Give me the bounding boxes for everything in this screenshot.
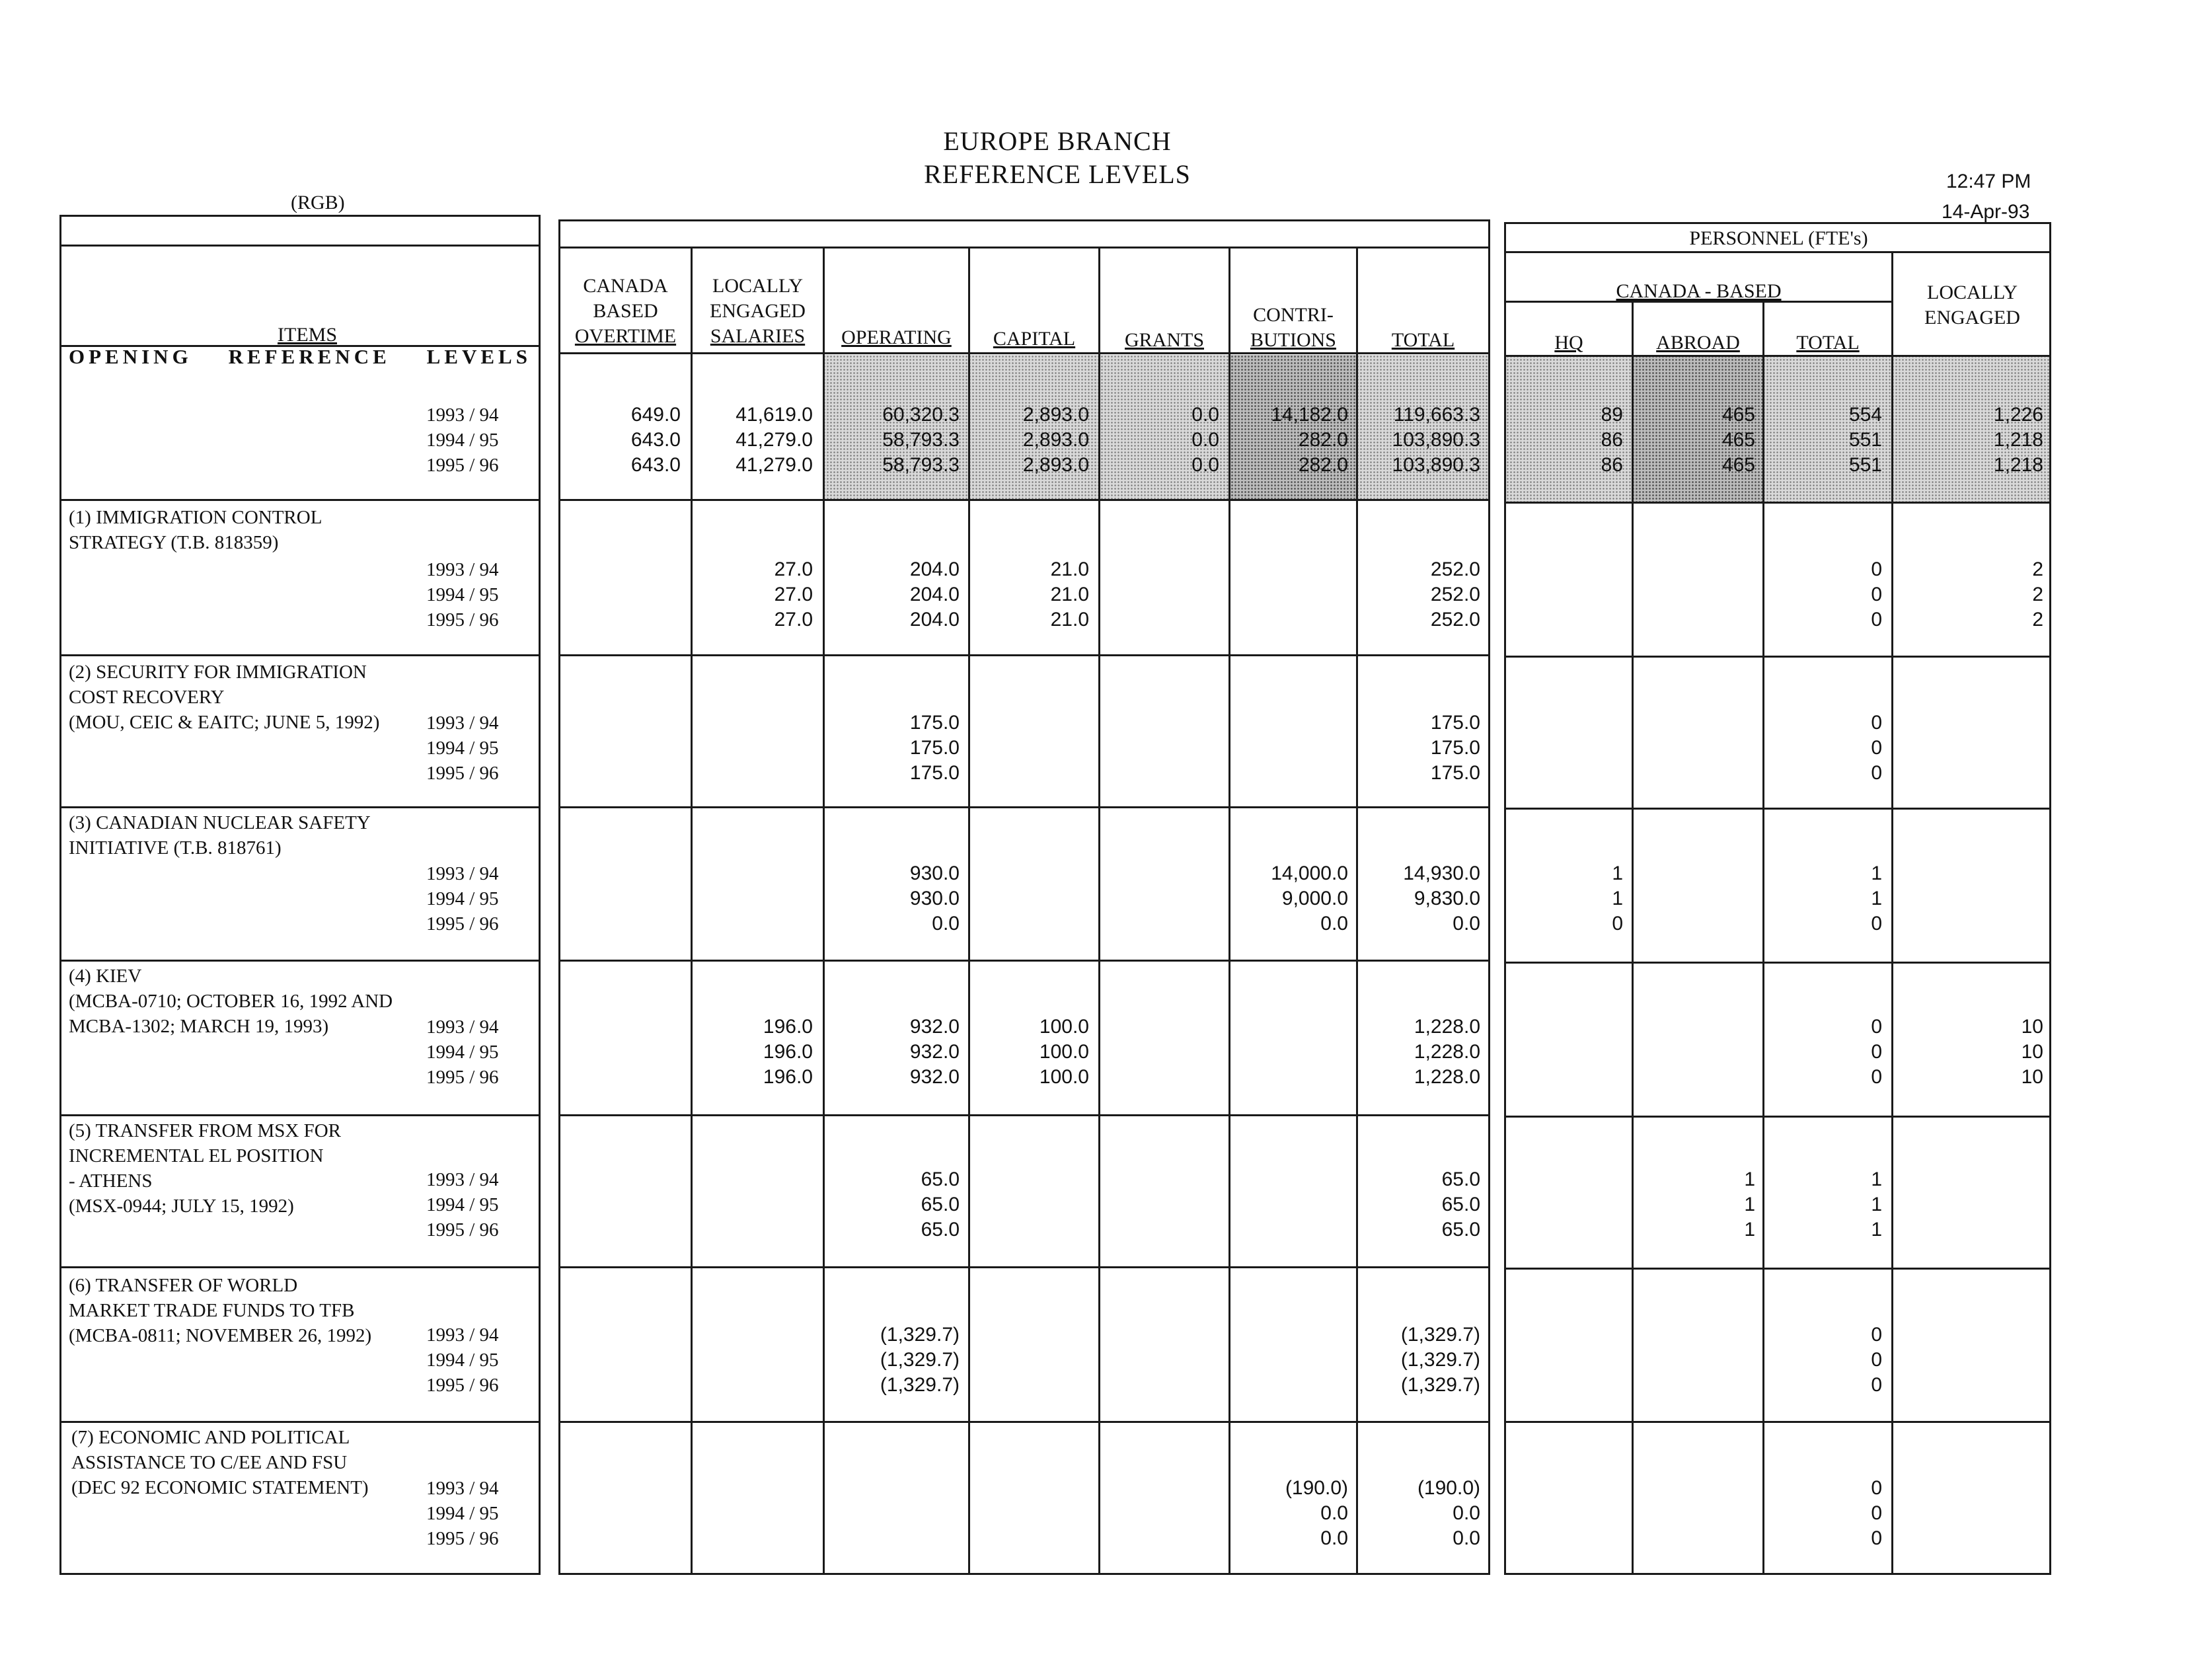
cell-total: (1,329.7) <box>1400 1374 1480 1396</box>
shade-locally-engaged <box>1891 355 2049 502</box>
year-label: 1993 / 94 <box>426 1169 499 1190</box>
cell-le-salaries: 41,279.0 <box>736 429 813 451</box>
cell-contributions: 282.0 <box>1298 429 1348 451</box>
section-label-line: (7) ECONOMIC AND POLITICAL <box>71 1427 350 1448</box>
cell-personnel-total: 1 <box>1871 888 1882 909</box>
cell-total: 1,228.0 <box>1414 1016 1480 1038</box>
cell-total: 1,228.0 <box>1414 1066 1480 1088</box>
cell-locally-engaged: 10 <box>2021 1066 2043 1088</box>
cell-personnel-total: 0 <box>1871 1374 1882 1396</box>
title-line-1: EUROPE BRANCH <box>943 126 1172 156</box>
section-label-line: (3) CANADIAN NUCLEAR SAFETY <box>69 812 371 833</box>
cell-operating: 65.0 <box>921 1168 960 1190</box>
section-label-line: (5) TRANSFER FROM MSX FOR <box>69 1120 342 1141</box>
header-personnel-total: TOTAL <box>1796 332 1860 354</box>
cell-personnel-total: 0 <box>1871 1016 1882 1038</box>
cell-le-salaries: 27.0 <box>774 584 813 605</box>
cell-personnel-total: 554 <box>1848 404 1882 426</box>
section-label-line: (6) TRANSFER OF WORLD <box>69 1275 298 1296</box>
cell-operating: 65.0 <box>921 1219 960 1241</box>
cell-hq: 86 <box>1601 429 1623 451</box>
cell-contributions: 0.0 <box>1320 913 1348 935</box>
section-label-line: ASSISTANCE TO C/EE AND FSU <box>71 1452 348 1473</box>
section-label-line: (4) KIEV <box>69 966 142 987</box>
cell-capital: 2,893.0 <box>1022 454 1089 476</box>
year-label: 1995 / 96 <box>426 1067 499 1088</box>
shade-operating <box>823 355 1232 499</box>
shade-ptotal <box>1762 355 1891 502</box>
header-locally-engaged-salaries: LOCALLY ENGAGED SALARIES <box>710 275 806 347</box>
cell-abroad: 465 <box>1721 404 1755 426</box>
cell-overtime: 643.0 <box>630 429 681 451</box>
cell-locally-engaged: 2 <box>2032 584 2043 605</box>
year-label: 1995 / 96 <box>426 1528 499 1549</box>
cell-contributions: 14,182.0 <box>1271 404 1348 426</box>
cell-total: 119,663.3 <box>1393 404 1480 426</box>
cell-personnel-total: 0 <box>1871 1066 1882 1088</box>
cell-total: (1,329.7) <box>1400 1324 1480 1346</box>
cell-locally-engaged: 10 <box>2021 1041 2043 1063</box>
header-personnel: PERSONNEL (FTE's) <box>1689 227 1868 249</box>
year-label: 1994 / 95 <box>426 1194 499 1215</box>
year-label: 1994 / 95 <box>426 738 499 759</box>
cell-personnel-total: 1 <box>1871 1194 1882 1215</box>
cell-total: 252.0 <box>1430 584 1480 605</box>
cell-capital: 2,893.0 <box>1022 404 1089 426</box>
section-label-line: (MSX-0944; JULY 15, 1992) <box>69 1196 294 1217</box>
cell-total: 9,830.0 <box>1414 888 1480 909</box>
year-label: 1993 / 94 <box>426 1478 499 1499</box>
cell-operating: 932.0 <box>909 1041 960 1063</box>
cell-personnel-total: 1 <box>1871 1168 1882 1190</box>
cell-operating: 175.0 <box>909 712 960 734</box>
cell-le-salaries: 41,619.0 <box>736 404 813 426</box>
report-time: 12:47 PM <box>1946 171 2031 192</box>
cell-operating: 65.0 <box>921 1194 960 1215</box>
shade-abroad <box>1632 355 1762 502</box>
cell-contributions: 14,000.0 <box>1271 862 1348 884</box>
section-label-line: (DEC 92 ECONOMIC STATEMENT) <box>71 1477 369 1498</box>
cell-hq: 89 <box>1601 404 1623 426</box>
year-label: 1995 / 96 <box>426 763 499 784</box>
cell-total: 0.0 <box>1453 913 1480 935</box>
cell-capital: 21.0 <box>1050 558 1089 580</box>
year-label: 1995 / 96 <box>426 609 499 630</box>
cell-overtime: 649.0 <box>630 404 681 426</box>
cell-personnel-total: 0 <box>1871 737 1882 759</box>
cell-operating: (1,329.7) <box>880 1349 960 1371</box>
year-label: 1993 / 94 <box>426 1324 499 1346</box>
year-label: 1995 / 96 <box>426 455 499 476</box>
cell-locally-engaged: 1,226 <box>1993 404 2043 426</box>
header-operating: OPERATING <box>841 326 952 348</box>
cell-grants: 0.0 <box>1191 454 1219 476</box>
cell-operating: (1,329.7) <box>880 1374 960 1396</box>
cell-operating: 930.0 <box>909 888 960 909</box>
cell-capital: 21.0 <box>1050 584 1089 605</box>
cell-personnel-total: 0 <box>1871 1041 1882 1063</box>
year-label: 1993 / 94 <box>426 712 499 734</box>
cell-total: 0.0 <box>1453 1527 1480 1549</box>
cell-contributions: 0.0 <box>1320 1527 1348 1549</box>
cell-personnel-total: 0 <box>1871 762 1882 784</box>
year-label: 1995 / 96 <box>426 1219 499 1241</box>
year-label: 1993 / 94 <box>426 559 499 580</box>
cell-total: 103,890.3 <box>1392 454 1480 476</box>
cell-operating: 0.0 <box>932 913 960 935</box>
year-label: 1993 / 94 <box>426 863 499 884</box>
section-label-line: (MCBA-0710; OCTOBER 16, 1992 AND <box>69 991 393 1012</box>
cell-total: 1,228.0 <box>1414 1041 1480 1063</box>
cell-abroad: 1 <box>1744 1168 1755 1190</box>
cell-abroad: 465 <box>1721 429 1755 451</box>
cell-abroad: 465 <box>1721 454 1755 476</box>
year-label: 1994 / 95 <box>426 430 499 451</box>
cell-operating: 932.0 <box>909 1066 960 1088</box>
cell-hq: 0 <box>1612 913 1623 935</box>
cell-operating: 58,793.3 <box>882 429 960 451</box>
year-label: 1994 / 95 <box>426 584 499 605</box>
section-label-line: (2) SECURITY FOR IMMIGRATION <box>69 662 367 683</box>
cell-personnel-total: 0 <box>1871 584 1882 605</box>
cell-operating: 204.0 <box>909 558 960 580</box>
cell-total: 252.0 <box>1430 609 1480 630</box>
section-label-line: MARKET TRADE FUNDS TO TFB <box>69 1300 355 1321</box>
cell-locally-engaged: 10 <box>2021 1016 2043 1038</box>
cell-grants: 0.0 <box>1191 429 1219 451</box>
cell-personnel-total: 0 <box>1871 609 1882 630</box>
cell-contributions: 282.0 <box>1298 454 1348 476</box>
cell-personnel-total: 0 <box>1871 558 1882 580</box>
cell-capital: 100.0 <box>1039 1041 1089 1063</box>
year-label: 1994 / 95 <box>426 1042 499 1063</box>
cell-total: (190.0) <box>1417 1477 1480 1499</box>
header-canada-based: CANADA - BASED <box>1616 280 1782 302</box>
cell-operating: 930.0 <box>909 862 960 884</box>
cell-capital: 100.0 <box>1039 1016 1089 1038</box>
header-abroad: ABROAD <box>1656 332 1740 354</box>
cell-contributions: (190.0) <box>1285 1477 1348 1499</box>
section-label-line: INITIATIVE (T.B. 818761) <box>69 837 282 859</box>
year-label: 1993 / 94 <box>426 404 499 426</box>
cell-total: (1,329.7) <box>1400 1349 1480 1371</box>
year-label: 1995 / 96 <box>426 1375 499 1396</box>
cell-contributions: 0.0 <box>1320 1502 1348 1524</box>
cell-total: 175.0 <box>1430 762 1480 784</box>
cell-personnel-total: 1 <box>1871 1219 1882 1241</box>
cell-personnel-total: 0 <box>1871 913 1882 935</box>
shade-contributions <box>1230 355 1356 499</box>
cell-locally-engaged: 2 <box>2032 609 2043 630</box>
year-label: 1994 / 95 <box>426 1350 499 1371</box>
cell-operating: 204.0 <box>909 609 960 630</box>
cell-total: 175.0 <box>1430 712 1480 734</box>
cell-personnel-total: 0 <box>1871 1477 1882 1499</box>
year-label: 1994 / 95 <box>426 888 499 909</box>
cell-total: 14,930.0 <box>1403 862 1480 884</box>
header-capital: CAPITAL <box>993 328 1076 350</box>
cell-total: 0.0 <box>1453 1502 1480 1524</box>
cell-personnel-total: 551 <box>1848 429 1882 451</box>
cell-total: 175.0 <box>1430 737 1480 759</box>
cell-personnel-total: 0 <box>1871 1502 1882 1524</box>
section-label-line: MCBA-1302; MARCH 19, 1993) <box>69 1016 329 1037</box>
section-label-line: - ATHENS <box>69 1170 153 1192</box>
cell-hq: 86 <box>1601 454 1623 476</box>
cell-overtime: 643.0 <box>630 454 681 476</box>
header-contributions: CONTRI- BUTIONS <box>1250 304 1336 351</box>
cell-operating: 58,793.3 <box>882 454 960 476</box>
report-code: (RGB) <box>291 192 345 213</box>
shade-total <box>1356 355 1488 499</box>
cell-operating: 175.0 <box>909 737 960 759</box>
cell-total: 65.0 <box>1441 1219 1480 1241</box>
cell-operating: (1,329.7) <box>880 1324 960 1346</box>
cell-le-salaries: 41,279.0 <box>736 454 813 476</box>
cell-personnel-total: 1 <box>1871 862 1882 884</box>
cell-personnel-total: 551 <box>1848 454 1882 476</box>
cell-abroad: 1 <box>1744 1219 1755 1241</box>
header-canada-based-overtime: CANADA BASED OVERTIME <box>574 275 677 347</box>
cell-le-salaries: 27.0 <box>774 609 813 630</box>
year-label: 1995 / 96 <box>426 913 499 935</box>
section-label-line: INCREMENTAL EL POSITION <box>69 1145 324 1166</box>
section-label-line: STRATEGY (T.B. 818359) <box>69 532 279 553</box>
shade-hq <box>1506 355 1632 502</box>
cell-operating: 175.0 <box>909 762 960 784</box>
year-label: 1994 / 95 <box>426 1503 499 1524</box>
cell-capital: 21.0 <box>1050 609 1089 630</box>
cell-total: 65.0 <box>1441 1194 1480 1215</box>
header-hq: HQ <box>1554 332 1583 354</box>
cell-locally-engaged: 2 <box>2032 558 2043 580</box>
cell-personnel-total: 0 <box>1871 1324 1882 1346</box>
cell-total: 103,890.3 <box>1392 429 1480 451</box>
cell-locally-engaged: 1,218 <box>1993 454 2043 476</box>
title-line-2: REFERENCE LEVELS <box>924 159 1191 189</box>
cell-le-salaries: 196.0 <box>763 1041 813 1063</box>
cell-operating: 204.0 <box>909 584 960 605</box>
cell-locally-engaged: 1,218 <box>1993 429 2043 451</box>
section-label-line: (MOU, CEIC & EAITC; JUNE 5, 1992) <box>69 712 380 733</box>
cell-personnel-total: 0 <box>1871 1349 1882 1371</box>
cell-capital: 2,893.0 <box>1022 429 1089 451</box>
cell-total: 252.0 <box>1430 558 1480 580</box>
cell-capital: 100.0 <box>1039 1066 1089 1088</box>
cell-le-salaries: 196.0 <box>763 1016 813 1038</box>
cell-hq: 1 <box>1612 888 1623 909</box>
header-locally-engaged: LOCALLY ENGAGED <box>1924 282 2020 328</box>
section-label-line: (1) IMMIGRATION CONTROL <box>69 507 322 528</box>
section-label-line: (MCBA-0811; NOVEMBER 26, 1992) <box>69 1325 372 1346</box>
cell-personnel-total: 0 <box>1871 712 1882 734</box>
cell-operating: 932.0 <box>909 1016 960 1038</box>
cell-abroad: 1 <box>1744 1194 1755 1215</box>
header-items: ITEMS <box>278 324 337 346</box>
cell-contributions: 9,000.0 <box>1281 888 1348 909</box>
cell-total: 65.0 <box>1441 1168 1480 1190</box>
cell-grants: 0.0 <box>1191 404 1219 426</box>
cell-le-salaries: 27.0 <box>774 558 813 580</box>
report-date: 14-Apr-93 <box>1942 201 2030 223</box>
section-label-line: COST RECOVERY <box>69 687 225 708</box>
cell-hq: 1 <box>1612 862 1623 884</box>
header-total: TOTAL <box>1391 329 1455 351</box>
header-grants: GRANTS <box>1124 329 1204 351</box>
opening-reference-levels-label: OPENING REFERENCE LEVELS <box>69 345 531 368</box>
cell-personnel-total: 0 <box>1871 1527 1882 1549</box>
year-label: 1993 / 94 <box>426 1016 499 1038</box>
cell-operating: 60,320.3 <box>882 404 960 426</box>
cell-le-salaries: 196.0 <box>763 1066 813 1088</box>
